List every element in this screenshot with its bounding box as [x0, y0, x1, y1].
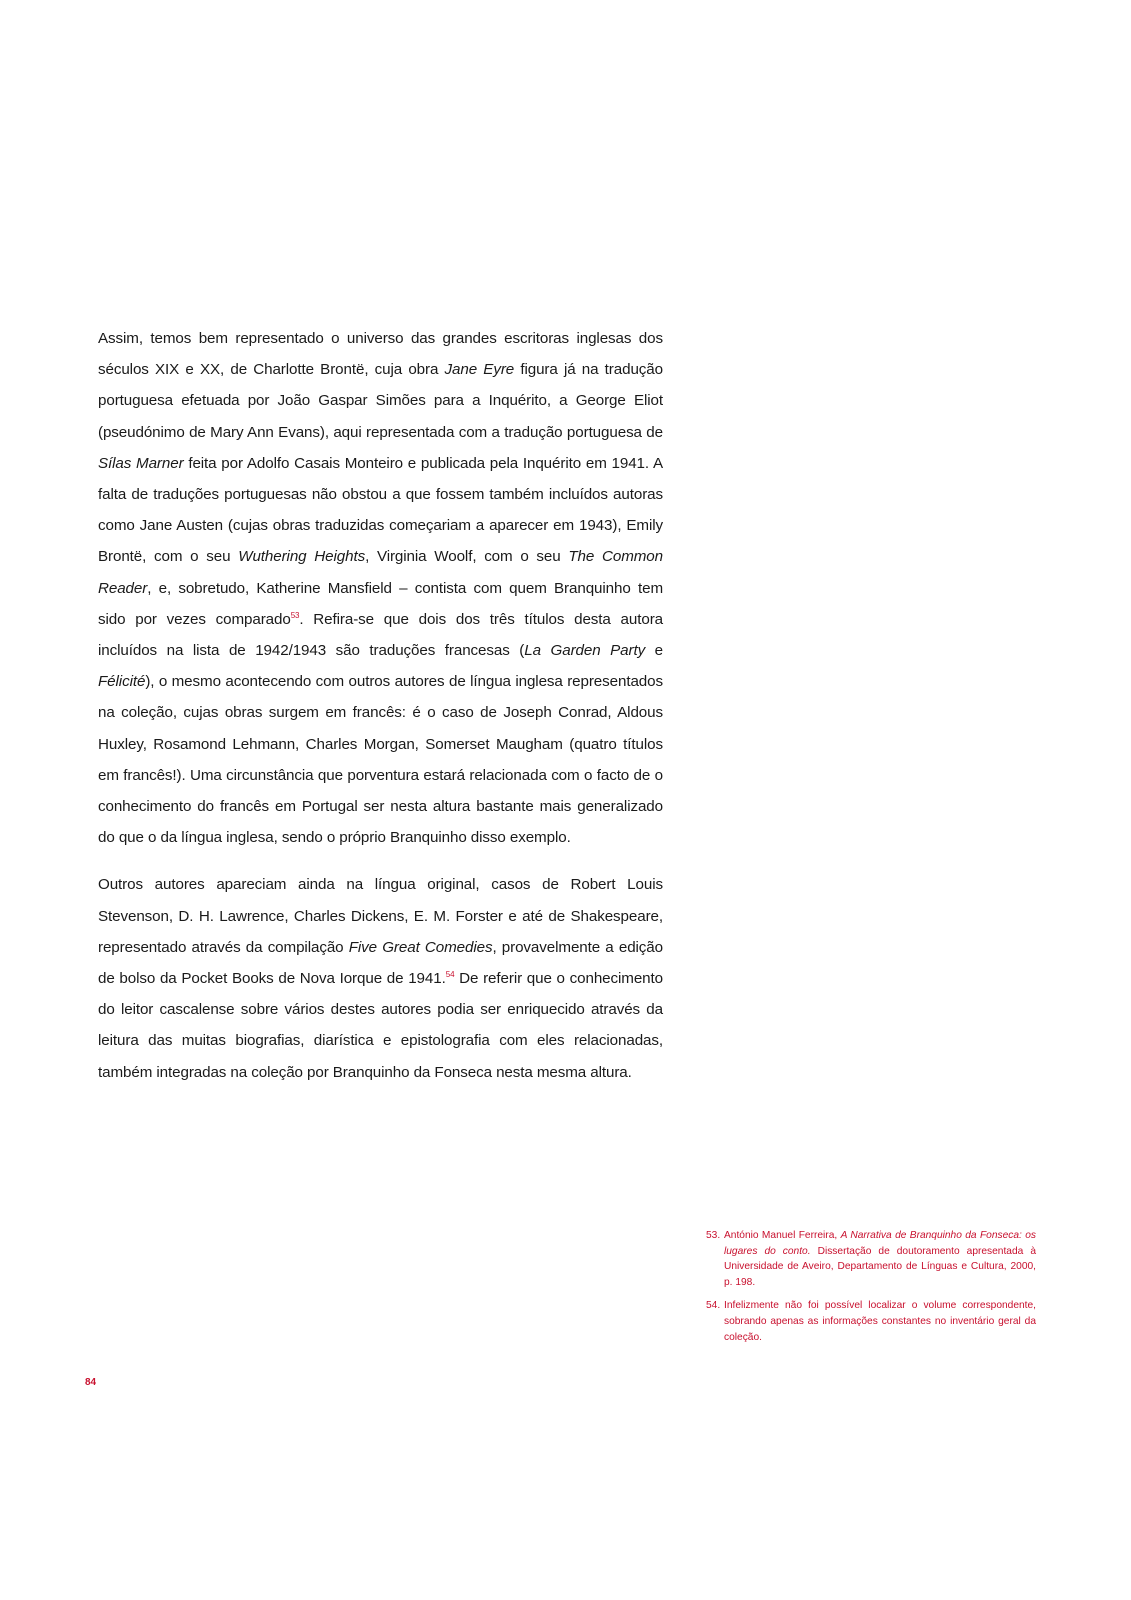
paragraph-1 [98, 323, 663, 853]
paragraph-2 [98, 869, 663, 1087]
text-run: , e, sobretudo, Katherine Mansfield – contista com quem Branquinho tem sido por vezes comparado [98, 579, 663, 628]
footnote-ref-54[interactable]: 54 [445, 970, 455, 979]
text-run: , Virginia Woolf, com o seu [365, 548, 569, 566]
footnote-number: 54. [706, 1300, 721, 1312]
text-run: e [645, 642, 664, 660]
text-run: feita por Adolfo Casais Monteiro e publicada pela Inquérito em 1941. A falta de traduções portuguesas não obstou a que fossem também incluídos autoras como Jane Austen (cujas obras traduzidas começariam a aparecer em 1943), Emily Brontë, com o seu [98, 454, 663, 566]
text-run: ), o mesmo acontecendo com outros autores de língua inglesa representados na coleção, cujas obras surgem em francês: é o caso de Joseph Conrad, Aldous Huxley, Rosamond Lehmann, Charles Morgan, Somerset Maugham (quatro títulos em francês!). Uma circunstância que porventura estará relacionada com o facto de o conhecimento do francês em Portugal ser nesta altura bastante mais generalizado do que o da língua inglesa, sendo o próprio Branquinho disso exemplo. [98, 673, 663, 847]
footnote-53 [706, 1228, 1036, 1290]
book-title: La Garden Party [524, 642, 646, 660]
footnote-title: A Narrativa de Branquinho da Fonseca: os lugares do conto. [724, 1230, 1036, 1257]
text-run: Infelizmente não foi possível localizar o volume correspondente, sobrando apenas as informações constantes no inventário geral da coleção. [724, 1300, 1036, 1343]
book-title: Wuthering Heights [238, 548, 366, 566]
text-run: figura já na tradução portuguesa efetuada por João Gaspar Simões para a Inquérito, a George Eliot (pseudónimo de Mary Ann Evans), aqui representada com a tradução portuguesa de [98, 361, 663, 441]
text-run: António Manuel Ferreira, [724, 1230, 841, 1241]
book-title: The Common Reader [98, 548, 664, 597]
book-title: Félicité [98, 673, 146, 691]
main-text-body [98, 323, 663, 1088]
footnote-number: 53. [706, 1230, 721, 1241]
text-run: Assim, temos bem representado o universo das grandes escritoras inglesas dos séculos XIX e XX, de Charlotte Brontë, cuja obra [98, 330, 663, 379]
book-title: Jane Eyre [444, 361, 515, 379]
footnote-ref-53[interactable]: 53 [290, 610, 300, 620]
footnote-54 [706, 1298, 1036, 1345]
text-run: De referir que o conhecimento do leitor cascalense sobre vários destes autores podia ser enriquecido através da leitura das muitas biografias, diarística e epistolografia com eles relacionadas, também integradas na coleção por Branquinho da Fonseca nesta mesma altura. [98, 970, 663, 1081]
book-title: Sílas Marner [98, 454, 184, 472]
footnote-text [724, 1228, 1036, 1290]
text-run: Outros autores apareciam ainda na língua original, casos de Robert Louis Stevenson, D. H. Lawrence, Charles Dickens, E. M. Forster e até de Shakespeare, representado através da compilação [98, 876, 663, 956]
text-run: . Refira-se que dois dos três títulos desta autora incluídos na lista de 1942/1943 são traduções francesas ( [98, 610, 663, 660]
text-run: , provavelmente a edição de bolso da Pocket Books de Nova Iorque de 1941. [98, 938, 663, 988]
text-run: Dissertação de doutoramento apresentada à Universidade de Aveiro, Departamento de Línguas e Cultura, 2000, p. 198. [724, 1245, 1036, 1288]
footnote-text [724, 1298, 1036, 1345]
book-title: Five Great Comedies [348, 938, 493, 956]
page-number: 84 [85, 1377, 97, 1388]
footnotes-block [706, 1228, 1036, 1353]
